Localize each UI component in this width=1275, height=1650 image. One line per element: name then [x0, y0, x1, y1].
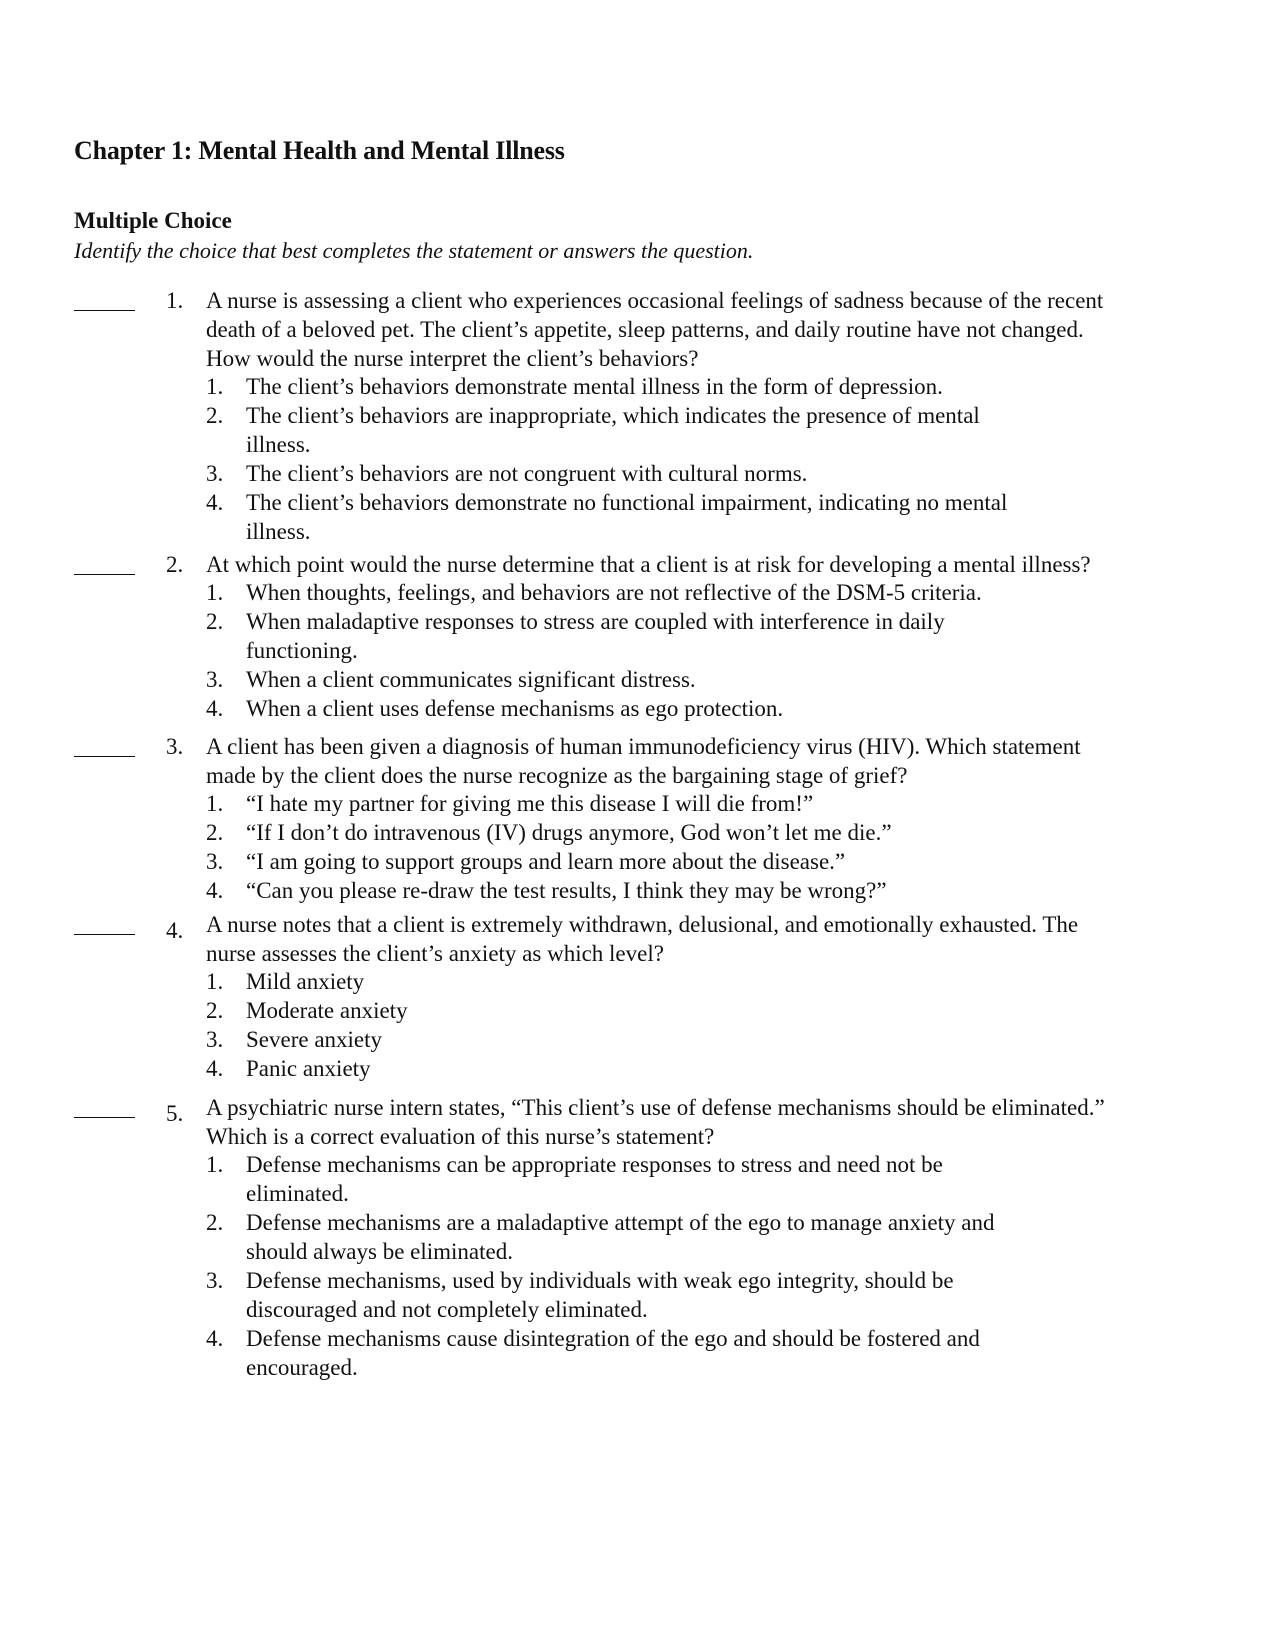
- option-text: [246, 1266, 1106, 1324]
- answer-options: [206, 789, 1106, 905]
- answer-option-4: [206, 876, 1106, 905]
- answer-option-1: [206, 578, 1106, 607]
- question-number: 3.: [166, 734, 184, 759]
- option-text: [246, 607, 1106, 665]
- answer-blank[interactable]: [74, 934, 135, 935]
- option-text-line: Defense mechanisms are a maladaptive attempt of the ego to manage anxiety and: [246, 1210, 995, 1235]
- answer-option-4: [206, 694, 1106, 723]
- option-text-line: When maladaptive responses to stress are coupled with interference in daily: [246, 609, 945, 634]
- question-stem-line: A nurse is assessing a client who experiences occasional feelings of sadness because of the recent: [206, 288, 1104, 313]
- answer-option-3: [206, 665, 1106, 694]
- option-text: [246, 847, 1106, 876]
- option-text: [246, 789, 1106, 818]
- option-text-line: “I hate my partner for giving me this disease I will die from!”: [246, 791, 814, 816]
- option-text-line: “I am going to support groups and learn more about the disease.”: [246, 849, 846, 874]
- option-text: [246, 459, 1106, 488]
- answer-options: [206, 967, 1106, 1083]
- option-number: 4.: [206, 1056, 224, 1081]
- option-text: [246, 1150, 1106, 1208]
- answer-option-2: [206, 607, 1106, 665]
- option-number: 2.: [206, 1210, 224, 1235]
- answer-option-4: [206, 1054, 1106, 1083]
- option-number: 2.: [206, 820, 224, 845]
- option-number: 4.: [206, 1326, 224, 1351]
- option-text-line: “If I don’t do intravenous (IV) drugs anymore, God won’t let me die.”: [246, 820, 892, 845]
- option-text: [246, 665, 1106, 694]
- question-stem-line: death of a beloved pet. The client’s appetite, sleep patterns, and daily routine have not changed.: [206, 317, 1084, 342]
- option-text: [246, 1208, 1106, 1266]
- question-stem-line: A client has been given a diagnosis of human immunodeficiency virus (HIV). Which statement: [206, 734, 1081, 759]
- answer-blank[interactable]: [74, 756, 135, 757]
- option-text-line: Mild anxiety: [246, 969, 365, 994]
- option-number: 1.: [206, 580, 224, 605]
- answer-option-3: [206, 1025, 1106, 1054]
- answer-option-2: [206, 818, 1106, 847]
- answer-option-1: [206, 789, 1106, 818]
- option-text: [246, 1054, 1106, 1083]
- question-stem: [206, 550, 1206, 579]
- option-number: 4.: [206, 490, 224, 515]
- option-number: 1.: [206, 791, 224, 816]
- option-text-line: Severe anxiety: [246, 1027, 383, 1052]
- option-text-line: The client’s behaviors are inappropriate, which indicates the presence of mental: [246, 403, 980, 428]
- question-stem: [206, 732, 1206, 790]
- question-number: 4.: [166, 918, 184, 943]
- option-number: 2.: [206, 403, 224, 428]
- option-text-line: encouraged.: [246, 1355, 358, 1380]
- answer-option-1: [206, 1150, 1106, 1208]
- instructions-text: Identify the choice that best completes the statement or answers the question.: [74, 238, 754, 263]
- option-text-line: Defense mechanisms, used by individuals with weak ego integrity, should be: [246, 1268, 954, 1293]
- option-number: 1.: [206, 1152, 224, 1177]
- answer-option-2: [206, 996, 1106, 1025]
- answer-option-2: [206, 401, 1106, 459]
- answer-option-3: [206, 847, 1106, 876]
- answer-option-3: [206, 1266, 1106, 1324]
- answer-options: [206, 578, 1106, 723]
- option-number: 2.: [206, 998, 224, 1023]
- option-text: [246, 694, 1106, 723]
- answer-option-4: [206, 1324, 1106, 1382]
- question-number: 1.: [166, 288, 184, 313]
- option-number: 3.: [206, 1268, 224, 1293]
- option-text-line: eliminated.: [246, 1181, 349, 1206]
- question-stem-line: nurse assesses the client’s anxiety as which level?: [206, 941, 664, 966]
- answer-option-4: [206, 488, 1106, 546]
- question-stem-line: At which point would the nurse determine that a client is at risk for developing a mental illness?: [206, 552, 1091, 577]
- option-text-line: “Can you please re-draw the test results, I think they may be wrong?”: [246, 878, 887, 903]
- option-text-line: The client’s behaviors are not congruent with cultural norms.: [246, 461, 808, 486]
- option-number: 2.: [206, 609, 224, 634]
- option-number: 3.: [206, 849, 224, 874]
- answer-option-3: [206, 459, 1106, 488]
- option-text-line: illness.: [246, 432, 311, 457]
- option-text: [246, 372, 1106, 401]
- option-text-line: Panic anxiety: [246, 1056, 371, 1081]
- option-text-line: Defense mechanisms cause disintegration of the ego and should be fostered and: [246, 1326, 980, 1351]
- option-number: 3.: [206, 461, 224, 486]
- option-number: 1.: [206, 969, 224, 994]
- section-heading: Multiple Choice: [74, 208, 232, 233]
- option-number: 4.: [206, 696, 224, 721]
- option-text: [246, 876, 1106, 905]
- option-text-line: should always be eliminated.: [246, 1239, 513, 1264]
- option-text-line: When thoughts, feelings, and behaviors are not reflective of the DSM-5 criteria.: [246, 580, 982, 605]
- question-stem-line: made by the client does the nurse recognize as the bargaining stage of grief?: [206, 763, 908, 788]
- answer-option-2: [206, 1208, 1106, 1266]
- chapter-title: Chapter 1: Mental Health and Mental Illness: [74, 136, 565, 165]
- option-text: [246, 578, 1106, 607]
- option-text-line: Moderate anxiety: [246, 998, 408, 1023]
- option-text-line: functioning.: [246, 638, 358, 663]
- answer-blank[interactable]: [74, 1117, 135, 1118]
- question-stem: [206, 286, 1206, 373]
- question-number: 5.: [166, 1101, 184, 1126]
- answer-options: [206, 372, 1106, 546]
- answer-blank[interactable]: [74, 310, 135, 311]
- option-text-line: The client’s behaviors demonstrate mental illness in the form of depression.: [246, 374, 943, 399]
- option-text: [246, 1324, 1106, 1382]
- question-stem: [206, 910, 1206, 968]
- option-text-line: When a client uses defense mechanisms as ego protection.: [246, 696, 784, 721]
- option-text: [246, 401, 1106, 459]
- option-number: 3.: [206, 667, 224, 692]
- answer-blank[interactable]: [74, 574, 135, 575]
- question-stem-line: Which is a correct evaluation of this nurse’s statement?: [206, 1124, 715, 1149]
- question-stem: [206, 1093, 1206, 1151]
- answer-option-1: [206, 967, 1106, 996]
- option-text-line: Defense mechanisms can be appropriate responses to stress and need not be: [246, 1152, 943, 1177]
- question-stem-line: A nurse notes that a client is extremely withdrawn, delusional, and emotionally exhausted. The: [206, 912, 1079, 937]
- question-stem-line: A psychiatric nurse intern states, “This client’s use of defense mechanisms should be eliminated.”: [206, 1095, 1105, 1120]
- option-text-line: discouraged and not completely eliminated.: [246, 1297, 648, 1322]
- answer-option-1: [206, 372, 1106, 401]
- option-text: [246, 1025, 1106, 1054]
- question-number: 2.: [166, 552, 184, 577]
- option-number: 1.: [206, 374, 224, 399]
- answer-options: [206, 1150, 1106, 1382]
- option-text: [246, 967, 1106, 996]
- option-text-line: When a client communicates significant distress.: [246, 667, 696, 692]
- option-number: 3.: [206, 1027, 224, 1052]
- option-text-line: The client’s behaviors demonstrate no functional impairment, indicating no mental: [246, 490, 1008, 515]
- option-number: 4.: [206, 878, 224, 903]
- question-stem-line: How would the nurse interpret the client’s behaviors?: [206, 346, 699, 371]
- option-text-line: illness.: [246, 519, 311, 544]
- option-text: [246, 488, 1106, 546]
- option-text: [246, 996, 1106, 1025]
- option-text: [246, 818, 1106, 847]
